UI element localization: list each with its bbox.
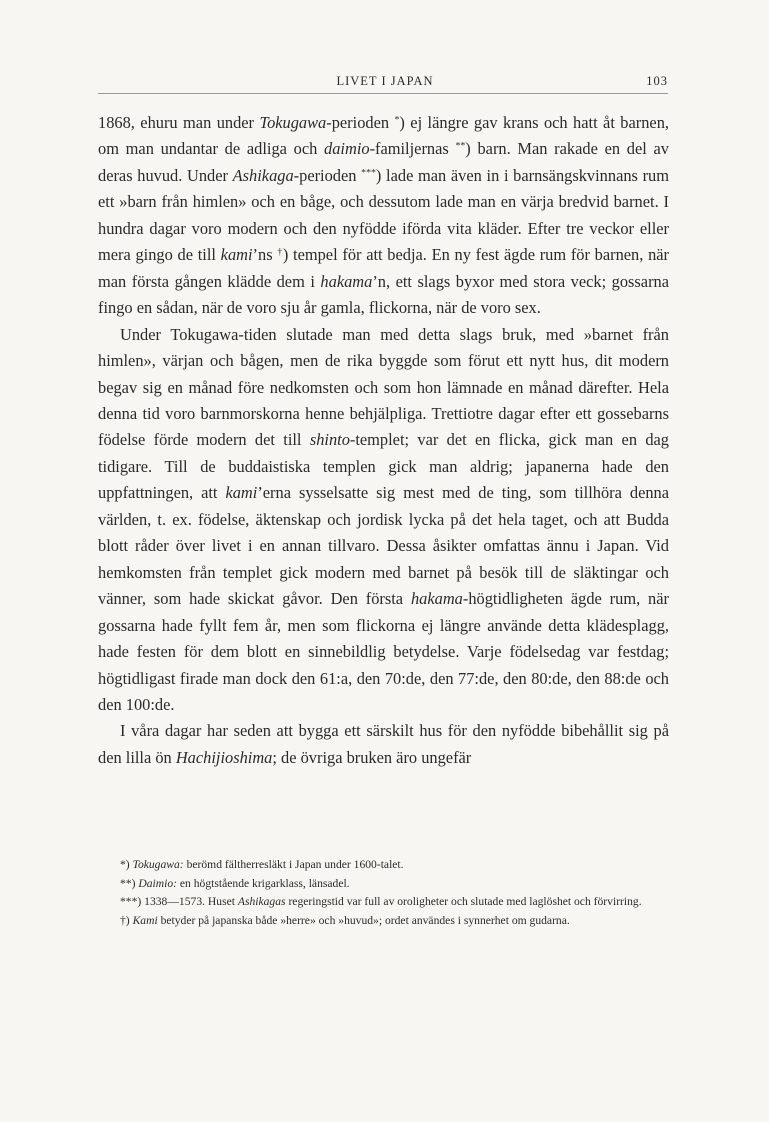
- text-run: I våra dagar har seden att bygga ett särskilt hus för den nyfödde bibehållit sig på den lilla ön: [98, 721, 669, 767]
- text-run: **): [120, 876, 139, 890]
- text-run: ) lade man även in i barnsängskvinnans rum ett »barn från himlen» och en båge, och dessutom lade man en värja bredvid barnet. I hundra dagar voro modern och den nyfödde iförda vita kläder. Efter tre veckor eller mera gingo de till: [98, 165, 669, 265]
- italic-term: Daimio:: [138, 876, 178, 890]
- footnotes: [98, 856, 669, 930]
- italic-term: hakama: [410, 589, 463, 609]
- italic-term: Tokugawa: [259, 113, 327, 132]
- text-run: regeringstid var full av oroligheter och slutade med laglöshet och förvirring.: [285, 895, 642, 909]
- paragraph: [98, 718, 669, 771]
- footnote: [98, 912, 669, 931]
- italic-term: kami: [225, 483, 258, 503]
- italic-term: hakama: [320, 271, 373, 291]
- italic-term: Kami: [132, 913, 158, 927]
- paragraph: [98, 110, 669, 322]
- footnote: [98, 893, 669, 912]
- text-run: -templet; var det en flicka, gick man en dag tidigare. Till de buddaistiska templen gick man aldrig; japanerna hade den uppfattningen, att: [98, 430, 669, 503]
- text-run: -högtidligheten ägde rum, när gossarna hade fyllt fem år, men som flickorna ej längre använde detta klädesplagg, hade festen för dem blott en sinnebildlig betydelse. Varje födelsedag var festdag; högtidligast firade man dock den 61:a, den 70:de, den 77:de, den 80:de, den 88:de och den 100:de.: [98, 589, 669, 714]
- text-run: en högtstående krigarklass, länsadel.: [177, 876, 350, 890]
- text-run: -familjernas: [369, 139, 456, 159]
- footnote-marker: ***: [361, 167, 376, 179]
- text-run: -perioden: [326, 113, 395, 132]
- text-run: ’erna sysselsatte sig mest med de ting, som tillhöra denna världen, t. ex. födelse, äktenskap och jordisk lycka på det hela taget, och att Budda blott råder över livet i en annan tillvaro. Dessa åsikter omfattas ännu i Japan. Vid hemkomsten från templet gick modern med barnet på besök till de släktingar och vänner, som hade skickat gåvor. Den första: [98, 483, 670, 609]
- text-run: ) barn. Man rakade en del av deras huvud. Under: [98, 139, 669, 185]
- italic-term: Tokugawa:: [132, 858, 184, 871]
- italic-term: Hachijioshima: [175, 747, 273, 767]
- text-run: ) ej längre gav krans och hatt åt barnen, om man undantar de adliga och: [98, 113, 669, 159]
- italic-term: Ashikagas: [237, 895, 286, 909]
- text-run: berömd fältherresläkt i Japan under 1600-talet.: [183, 858, 404, 871]
- footnote-marker: †: [277, 246, 283, 258]
- header-rule: [98, 93, 668, 94]
- footnote-marker: *: [394, 114, 400, 126]
- footnote-marker: **: [455, 141, 466, 153]
- text-run: ’n, ett slags byxor med stora veck; gossarna fingo en sådan, när de voro sju år gamla, flickorna, när de voro sex.: [98, 271, 670, 318]
- text-run: ; de övriga bruken äro ungefär: [272, 747, 472, 767]
- text-run: ***) 1338—1573. Huset: [120, 895, 238, 909]
- text-run: †): [120, 913, 133, 927]
- text-run: betyder på japanska både »herre» och »huvud»; ordet användes i synnerhet om gudarna.: [157, 913, 570, 927]
- text-run: ) tempel för att bedja. En ny fest ägde rum för barnen, när man första gången klädde dem i: [98, 245, 669, 291]
- text-run: *): [120, 858, 133, 871]
- italic-term: kami: [220, 245, 253, 265]
- text-run: -perioden: [293, 165, 362, 185]
- paragraph: [98, 322, 669, 719]
- running-title: LIVET I JAPAN: [336, 74, 434, 88]
- footnote: [98, 875, 669, 894]
- footnote: [98, 856, 669, 875]
- body-text: [98, 110, 669, 771]
- italic-term: Ashikaga: [232, 165, 294, 185]
- italic-term: daimio: [324, 139, 370, 159]
- text-run: 1868, ehuru man under: [98, 113, 260, 132]
- text-run: ’ns: [252, 245, 278, 265]
- italic-term: shinto: [309, 430, 350, 450]
- text-run: Under Tokugawa-tiden slutade man med detta slags bruk, med »barnet från himlen», värjan och bågen, men de rika byggde som förut ett nytt hus, dit modern begav sig en månad före nedkomsten och som hon lämnade en månad därefter. Hela denna tid voro barnmorskorna henne behjälpliga. Trettiotre dagar efter ett gossebarns födelse förde modern det till: [98, 324, 669, 450]
- page-number: 103: [646, 74, 668, 88]
